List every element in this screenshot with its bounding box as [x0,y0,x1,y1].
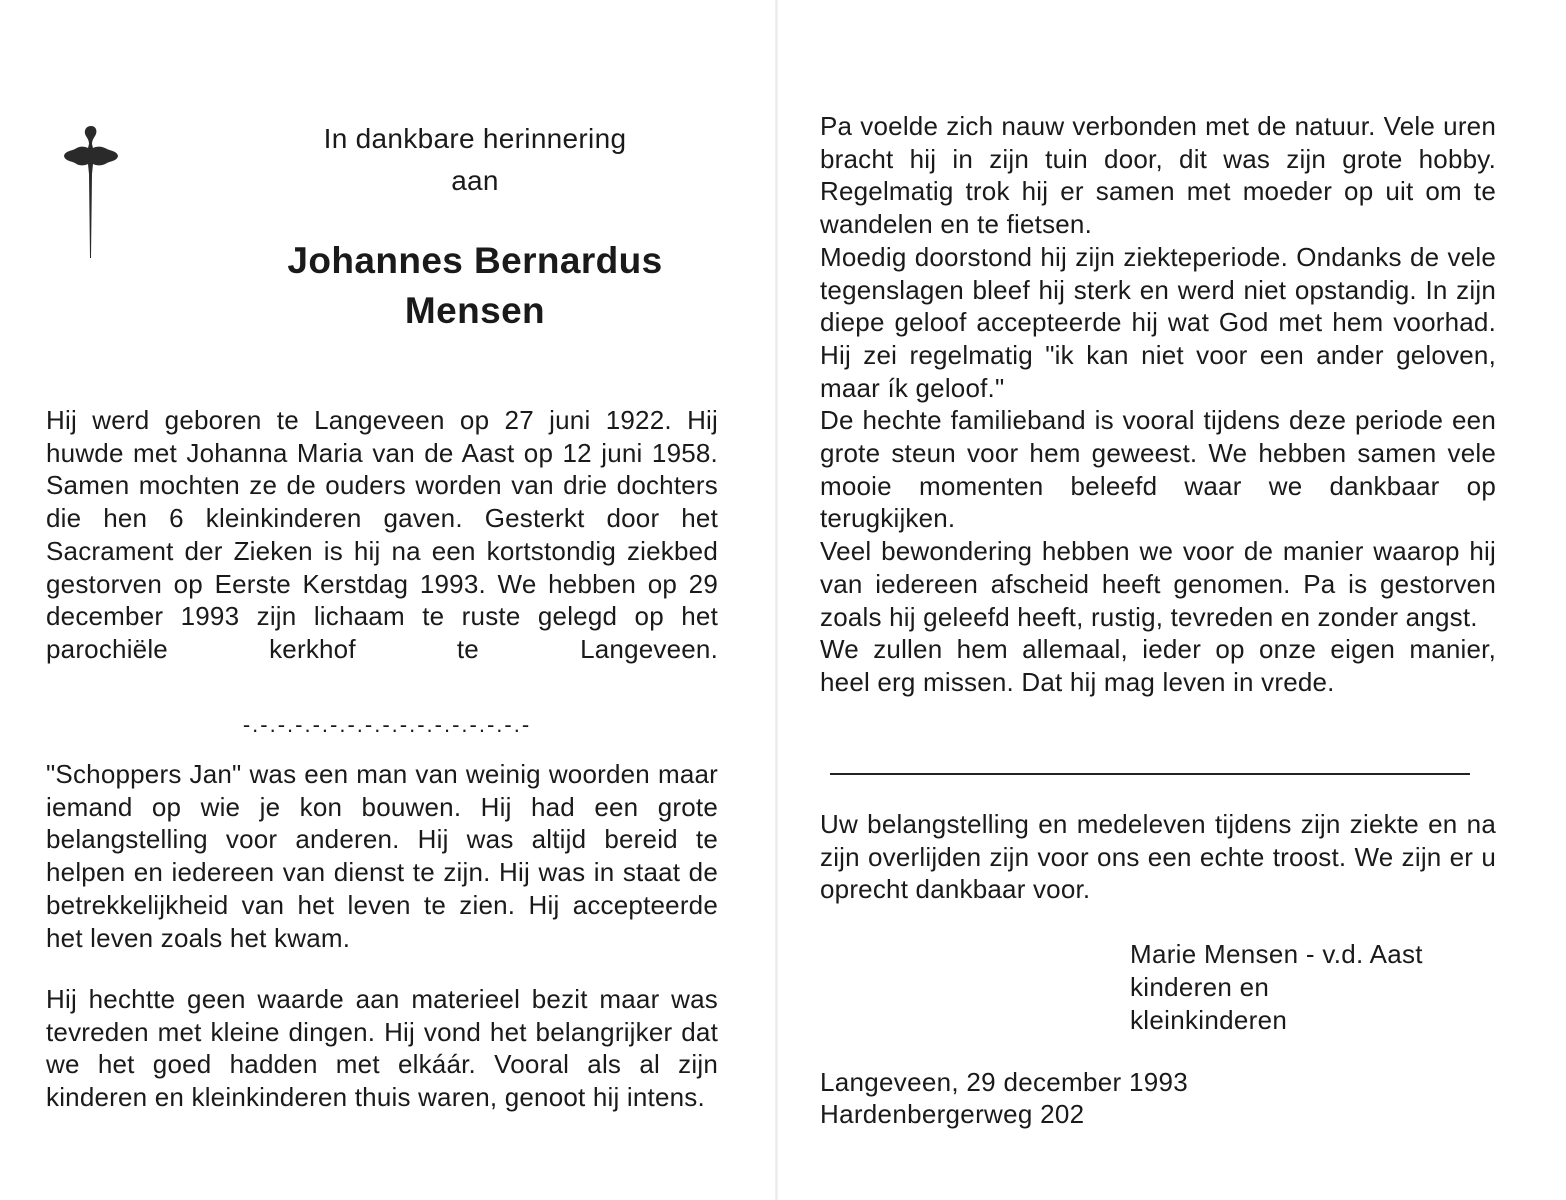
thanks-paragraph [820,808,1496,906]
values-text: Hij hechtte geen waarde aan materieel bezit maar was tevreden met kleine dingen. Hij vond het belangrijker dat we het goed hadden met elkáár. Vooral als al zijn kinderen en kleinkinderen thuis waren, genoot hij intens. [46,984,718,1113]
values-paragraph [46,983,718,1114]
remembrance-text-block [820,110,1496,699]
character-text: "Schoppers Jan" was een man van weinig woorden maar iemand op wie je kon bouwen. Hij had een grote belangstelling voor anderen. Hij was altijd bereid te helpen en iedereen van dienst te zijn. Hij was in staat de betrekkelijkheid van het leven te zien. Hij accepteerde het leven zoals het kwam. [46,759,718,953]
signature-line-3: kleinkinderen [1130,1005,1288,1035]
thanks-text: Uw belangstelling en medeleven tijdens zijn ziekte en na zijn overlijden zijn voor ons een echte troost. We zijn er u oprecht dankbaar voor. [820,809,1496,905]
cross-icon [62,124,120,260]
heading-line-2: aan [451,165,499,196]
signature-line-1: Marie Mensen - v.d. Aast [1130,939,1423,969]
horizontal-rule [830,773,1470,775]
nature-paragraph: Pa voelde zich nauw verbonden met de natuur. Vele uren bracht hij in zijn tuin door, dit was zijn grote hobby. Regelmatig trok hij er samen met moeder op uit om te wandelen en te fietsen. [820,111,1496,240]
family-paragraph: De hechte familieband is vooral tijdens deze periode een grote steun voor hem geweest. We hebben samen vele mooie momenten beleefd waar we dankbaar op terugkijken. [820,405,1496,534]
left-panel [0,0,775,1200]
address: Hardenbergerweg 202 [820,1099,1085,1129]
biography-text: Hij werd geboren te Langeveen op 27 juni 1922. Hij huwde met Johanna Maria van de Aast op 12 juni 1958. Samen mochten ze de ouders worden van drie dochters die hen 6 kleinkinderen gaven. Gesterkt door het Sacrament der Zieken is hij na een kortstondig ziekbed gestorven op Eerste Kerstdag 1993. We hebben op 29 december 1993 zijn lichaam te ruste gelegd op het parochiële kerkhof te Langeveen. [46,405,718,664]
missing-paragraph: We zullen hem allemaal, ieder op onze eigen manier, heel erg missen. Dat hij mag leven in vrede. [820,634,1496,697]
character-paragraph [46,758,718,954]
illness-paragraph: Moedig doorstond hij zijn ziekteperiode. Ondanks de vele tegenslagen bleef hij sterk en werd niet opstandig. In zijn diepe geloof accepteerde hij wat God met hem voorhad. Hij zei regelmatig "ik kan niet voor een ander geloven, maar ík geloof." [820,241,1496,403]
heading-line-1: In dankbare herinnering [323,123,627,154]
signature-block [1130,938,1510,1037]
biography-paragraph [46,404,718,666]
surname: Mensen [404,290,546,331]
dotted-separator: -.-.-.-.-.-.-.-.-.-.-.-.-.-.-.-.- [242,712,532,737]
place-and-address [820,1066,1320,1130]
signature-line-2: kinderen en [1130,972,1270,1002]
memorial-heading [240,118,710,202]
place-date: Langeveen, 29 december 1993 [820,1067,1189,1097]
deceased-name [210,236,740,336]
farewell-paragraph: Veel bewondering hebben we voor de manier waarop hij van iedereen afscheid heeft genomen. Pa is gestorven zoals hij geleefd heeft, rustig, tevreden en zonder angst. [820,536,1496,632]
given-names: Johannes Bernardus [287,240,663,281]
